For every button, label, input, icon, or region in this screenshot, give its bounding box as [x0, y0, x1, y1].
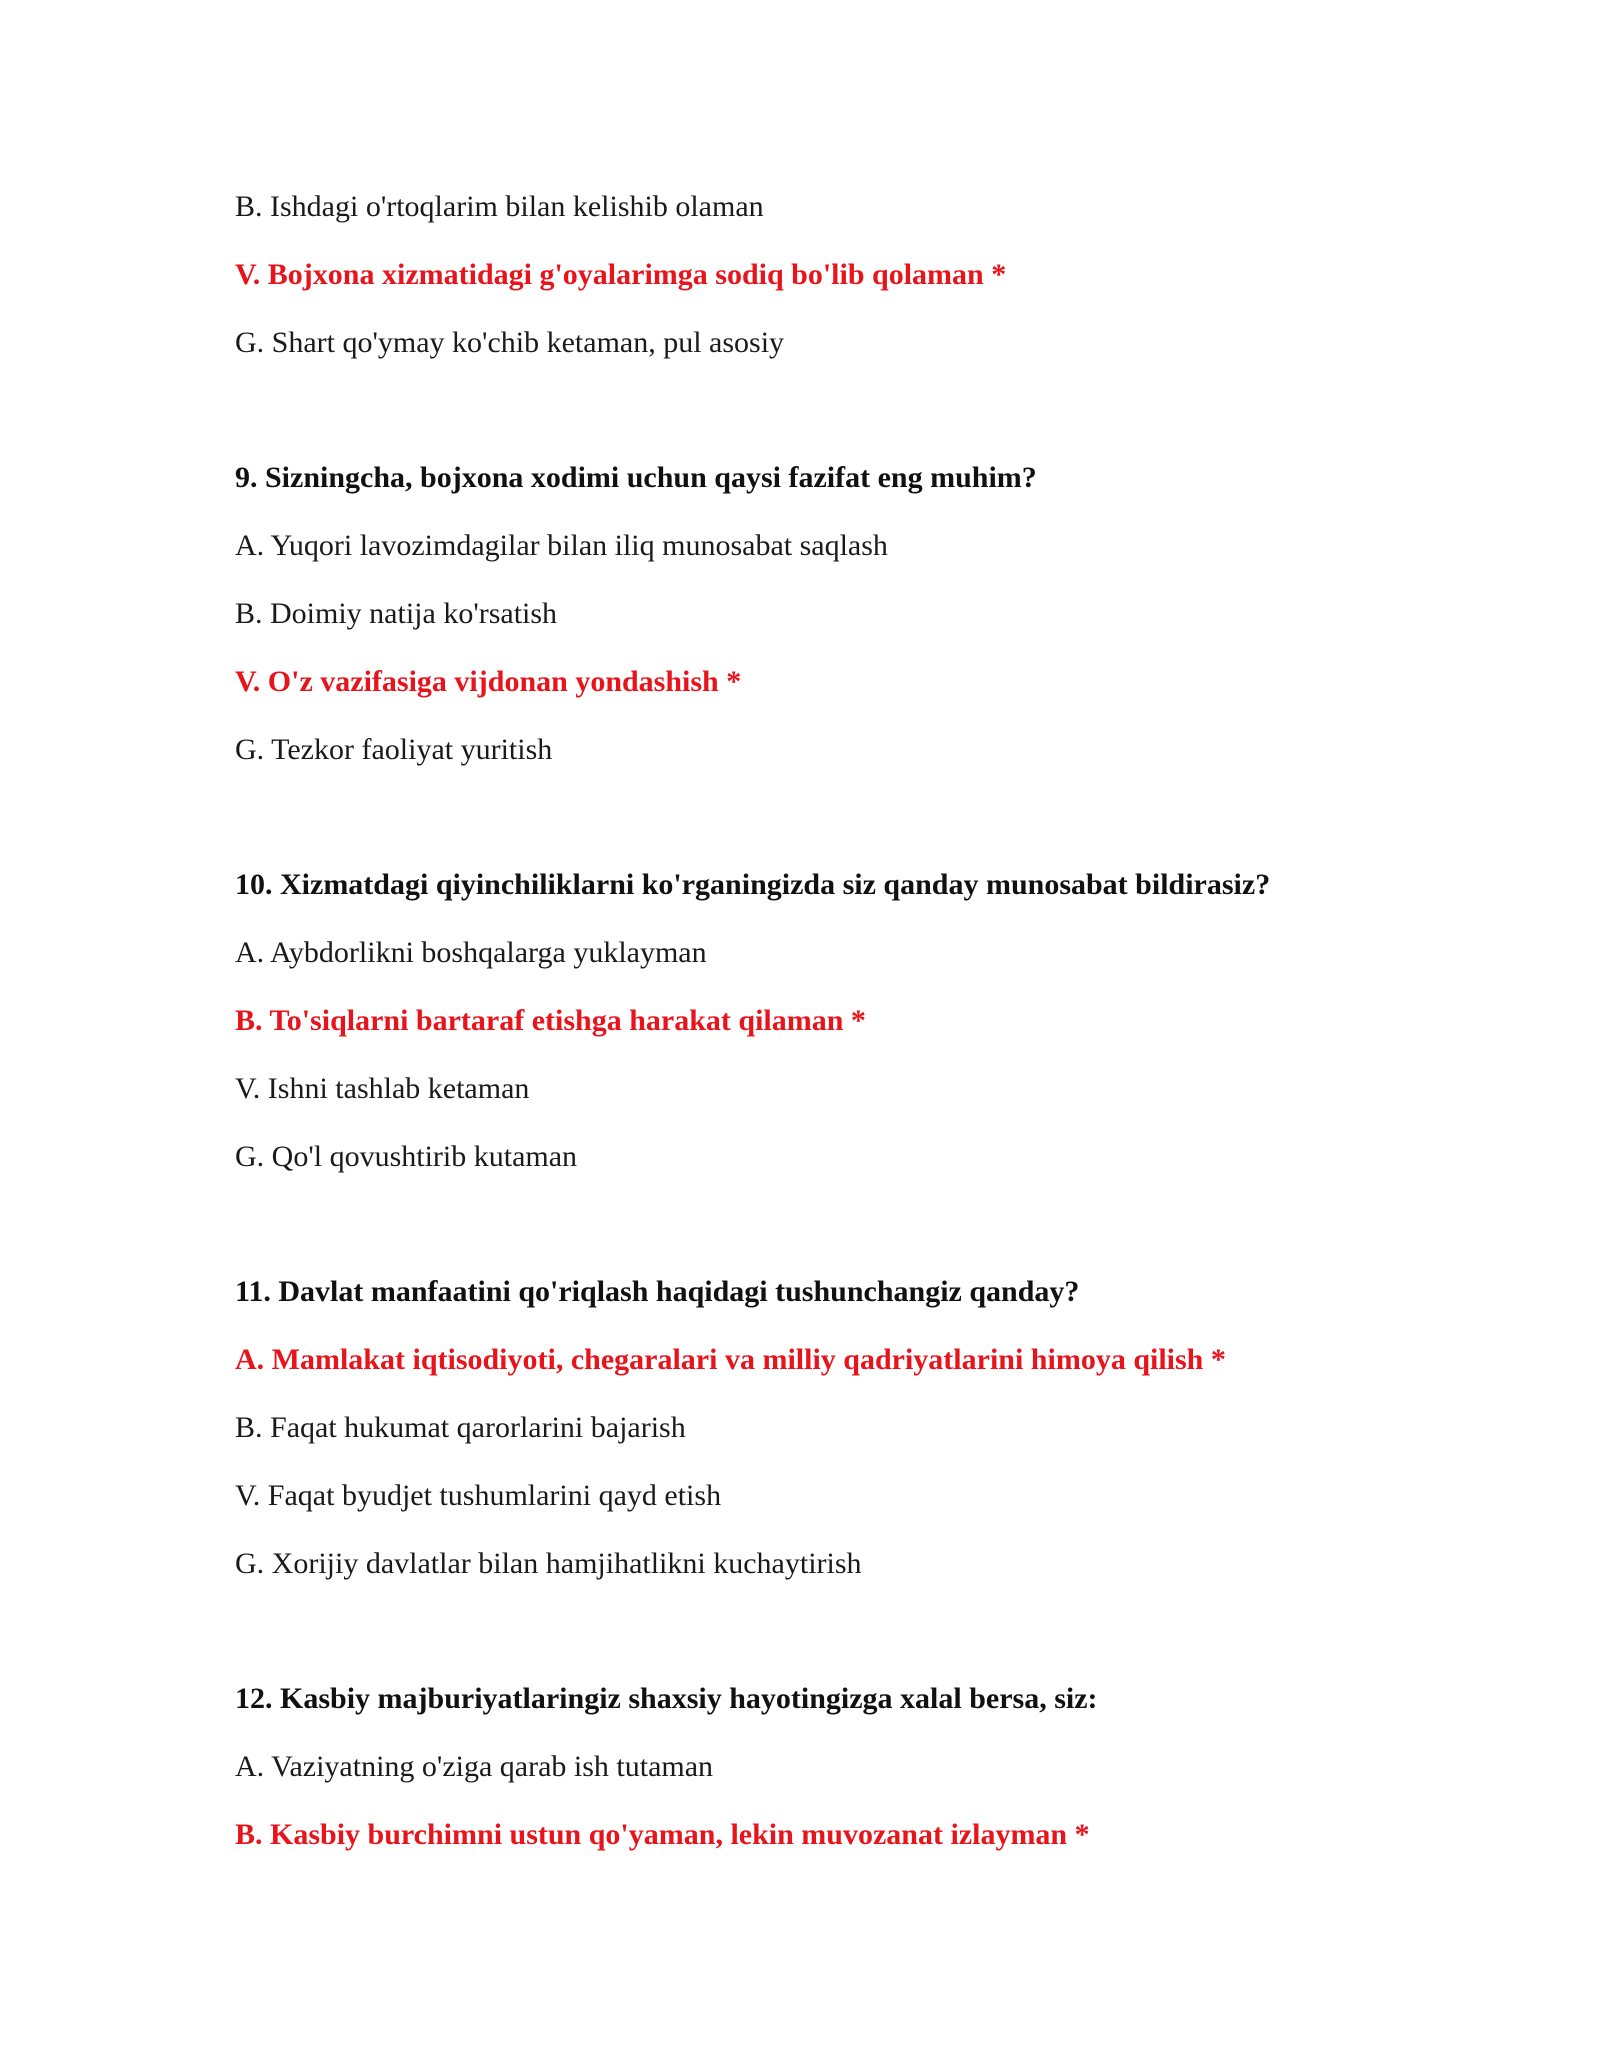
block-spacer [235, 1607, 1485, 1674]
correct-answer-option: B. To'siqlarni bartaraf etishga harakat qilaman * [235, 1004, 866, 1037]
question-block [235, 182, 1485, 386]
answer-option: G. Shart qo'ymay ko'chib ketaman, pul asosiy [235, 326, 785, 359]
answer-option: A. Yuqori lavozimdagilar bilan iliq munosabat saqlash [235, 529, 888, 562]
answer-option: V. Faqat byudjet tushumlarini qayd etish [235, 1479, 722, 1512]
document-page [235, 182, 1485, 1878]
answer-option: V. Ishni tashlab ketaman [235, 1072, 530, 1105]
answer-option: B. Faqat hukumat qarorlarini bajarish [235, 1411, 686, 1444]
answer-option: G. Xorijiy davlatlar bilan hamjihatlikni kuchaytirish [235, 1547, 862, 1580]
question-text: 11. Davlat manfaatini qo'riqlash haqidagi tushunchangiz qanday? [235, 1275, 1080, 1308]
block-spacer [235, 793, 1485, 860]
question-block [235, 860, 1485, 1200]
question-block [235, 453, 1485, 793]
correct-answer-option: V. O'z vazifasiga vijdonan yondashish * [235, 665, 742, 698]
block-spacer [235, 386, 1485, 453]
correct-answer-option: B. Kasbiy burchimni ustun qo'yaman, lekin muvozanat izlayman * [235, 1818, 1090, 1851]
answer-option: B. Ishdagi o'rtoqlarim bilan kelishib olaman [235, 190, 764, 223]
answer-option: B. Doimiy natija ko'rsatish [235, 597, 558, 630]
answer-option: A. Vaziyatning o'ziga qarab ish tutaman [235, 1750, 714, 1783]
correct-answer-option: A. Mamlakat iqtisodiyoti, chegaralari va milliy qadriyatlarini himoya qilish * [235, 1343, 1226, 1376]
block-spacer [235, 1200, 1485, 1267]
answer-option: G. Tezkor faoliyat yuritish [235, 733, 553, 766]
question-text: 12. Kasbiy majburiyatlaringiz shaxsiy hayotingizga xalal bersa, siz: [235, 1682, 1098, 1715]
question-text: 10. Xizmatdagi qiyinchiliklarni ko'rganingizda siz qanday munosabat bildirasiz? [235, 868, 1271, 901]
correct-answer-option: V. Bojxona xizmatidagi g'oyalarimga sodiq bo'lib qolaman * [235, 258, 1007, 291]
answer-option: A. Aybdorlikni boshqalarga yuklayman [235, 936, 707, 969]
question-block [235, 1674, 1485, 1878]
question-text: 9. Sizningcha, bojxona xodimi uchun qaysi fazifat eng muhim? [235, 461, 1037, 494]
answer-option: G. Qo'l qovushtirib kutaman [235, 1140, 578, 1173]
question-block [235, 1267, 1485, 1607]
